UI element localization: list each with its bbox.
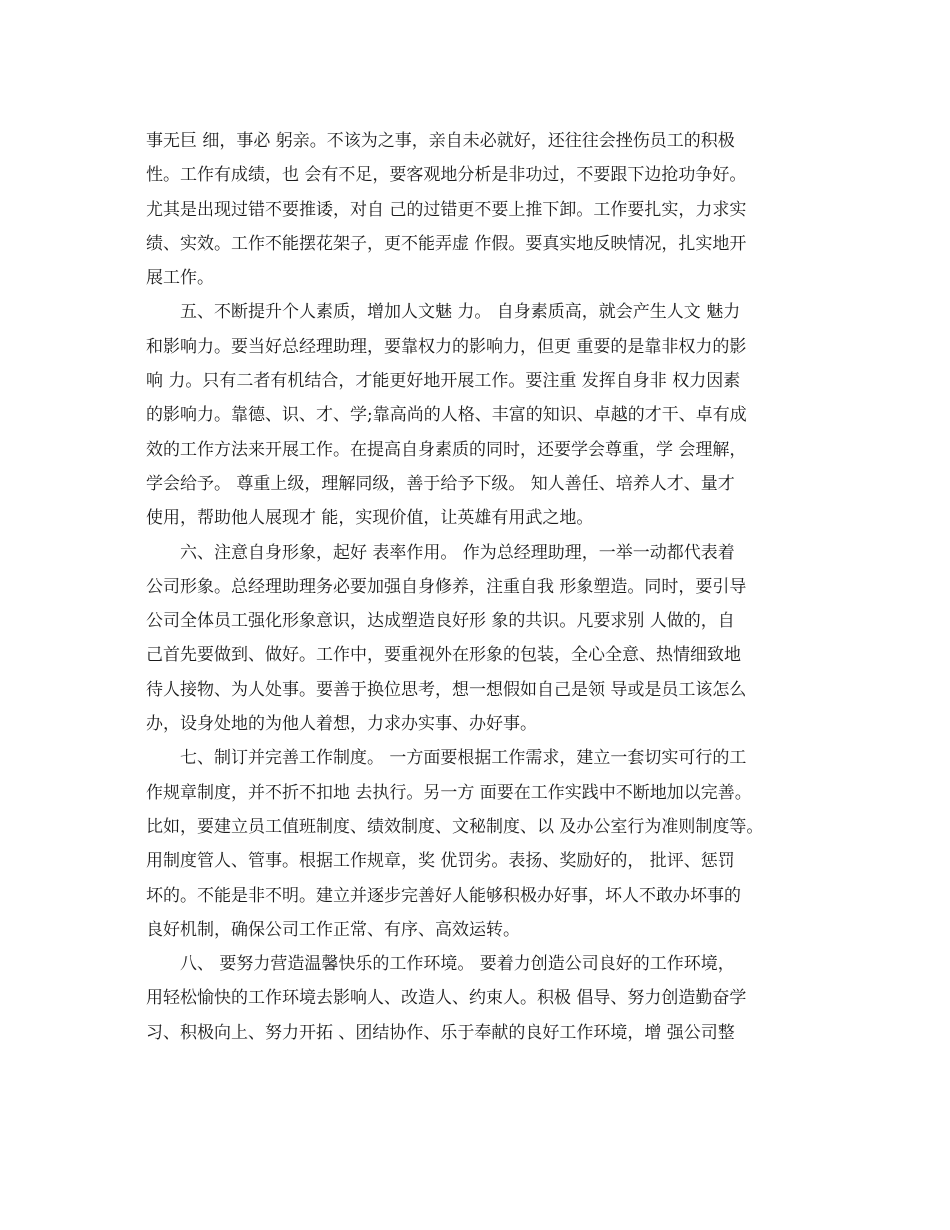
section-heading-line: 七、制订并完善工作制度。 一方面要根据工作需求，建立一套切实可行的工	[180, 748, 747, 769]
text-line: 用轻松愉快的工作环境去影响人、改造人、约束人。积极 倡导、努力创造勤奋学	[146, 988, 747, 1009]
text-line: 良好机制，确保公司工作正常、有序、高效运转。	[146, 919, 520, 940]
text-line: 学会给予。 尊重上级，理解同级，善于给予下级。 知人善任、培养人才、量才	[146, 473, 735, 494]
text-line: 用制度管人、管事。根据工作规章，奖 优罚劣。表扬、奖励好的， 批评、惩罚	[146, 851, 735, 872]
text-line: 绩、实效。工作不能摆花架子，更不能弄虚 作假。要真实地反映情况，扎实地开	[146, 233, 747, 254]
text-line: 的影响力。靠德、识、才、学;靠高尚的人格、丰富的知识、卓越的才干、卓有成	[146, 405, 747, 426]
text-line: 作规章制度，并不折不扣地 去执行。另一方 面要在工作实践中不断地加以完善。	[146, 782, 752, 803]
text-line: 和影响力。要当好总经理助理，要靠权力的影响力，但更 重要的是靠非权力的影	[146, 336, 747, 357]
text-line: 效的工作方法来开展工作。在提高自身素质的同时，还要学会尊重，学 会理解，	[146, 439, 747, 460]
text-line: 坏的。不能是非不明。建立并逐步完善好人能够积极办好事，坏人不敢办坏事的	[146, 885, 741, 906]
text-line: 待人接物、为人处事。要善于换位思考，想一想假如自己是领 导或是员工该怎么	[146, 679, 747, 700]
text-line: 公司全体员工强化形象意识，达成塑造良好形 象的共识。凡要求别 人做的，自	[146, 611, 735, 632]
section-heading-line: 八、 要努力营造温馨快乐的工作环境。 要着力创造公司良好的工作环境，	[180, 954, 735, 975]
text-line: 比如，要建立员工值班制度、绩效制度、文秘制度、以 及办公室行为准则制度等。	[146, 816, 764, 837]
section-heading-line: 五、不断提升个人素质，增加人文魅 力。 自身素质高，就会产生人文 魅力	[180, 302, 741, 323]
text-line: 事无巨 细，事必 躬亲。不该为之事，亲自未必就好，还往往会挫伤员工的积极	[146, 131, 735, 151]
text-line: 己首先要做到、做好。工作中，要重视外在形象的包装，全心全意、热情细致地	[146, 645, 741, 666]
text-line: 性。工作有成绩，也 会有不足，要客观地分析是非功过，不要跟下边抢功争好。	[146, 165, 747, 186]
text-line: 习、积极向上、努力开拓 、团结协作、乐于奉献的良好工作环境，增 强公司整	[146, 1022, 735, 1043]
text-line: 尤其是出现过错不要推诿，对自 己的过错更不要上推下卸。工作要扎实，力求实	[146, 199, 747, 220]
text-line: 办，设身处地的为他人着想，力求办实事、办好事。	[146, 714, 537, 735]
text-line: 公司形象。总经理助理务必要加强自身修养，注重自我 形象塑造。同时，要引导	[146, 576, 747, 597]
text-line: 响 力。只有二者有机结合，才能更好地开展工作。要注重 发挥自身非 权力因素	[146, 371, 741, 392]
section-heading-line: 六、注意自身形象，起好 表率作用。 作为总经理助理，一举一动都代表着	[180, 542, 735, 563]
body-text	[146, 124, 826, 1050]
text-line: 展工作。	[146, 268, 214, 289]
text-line: 使用，帮助他人展现才 能，实现价值，让英雄有用武之地。	[146, 508, 594, 529]
